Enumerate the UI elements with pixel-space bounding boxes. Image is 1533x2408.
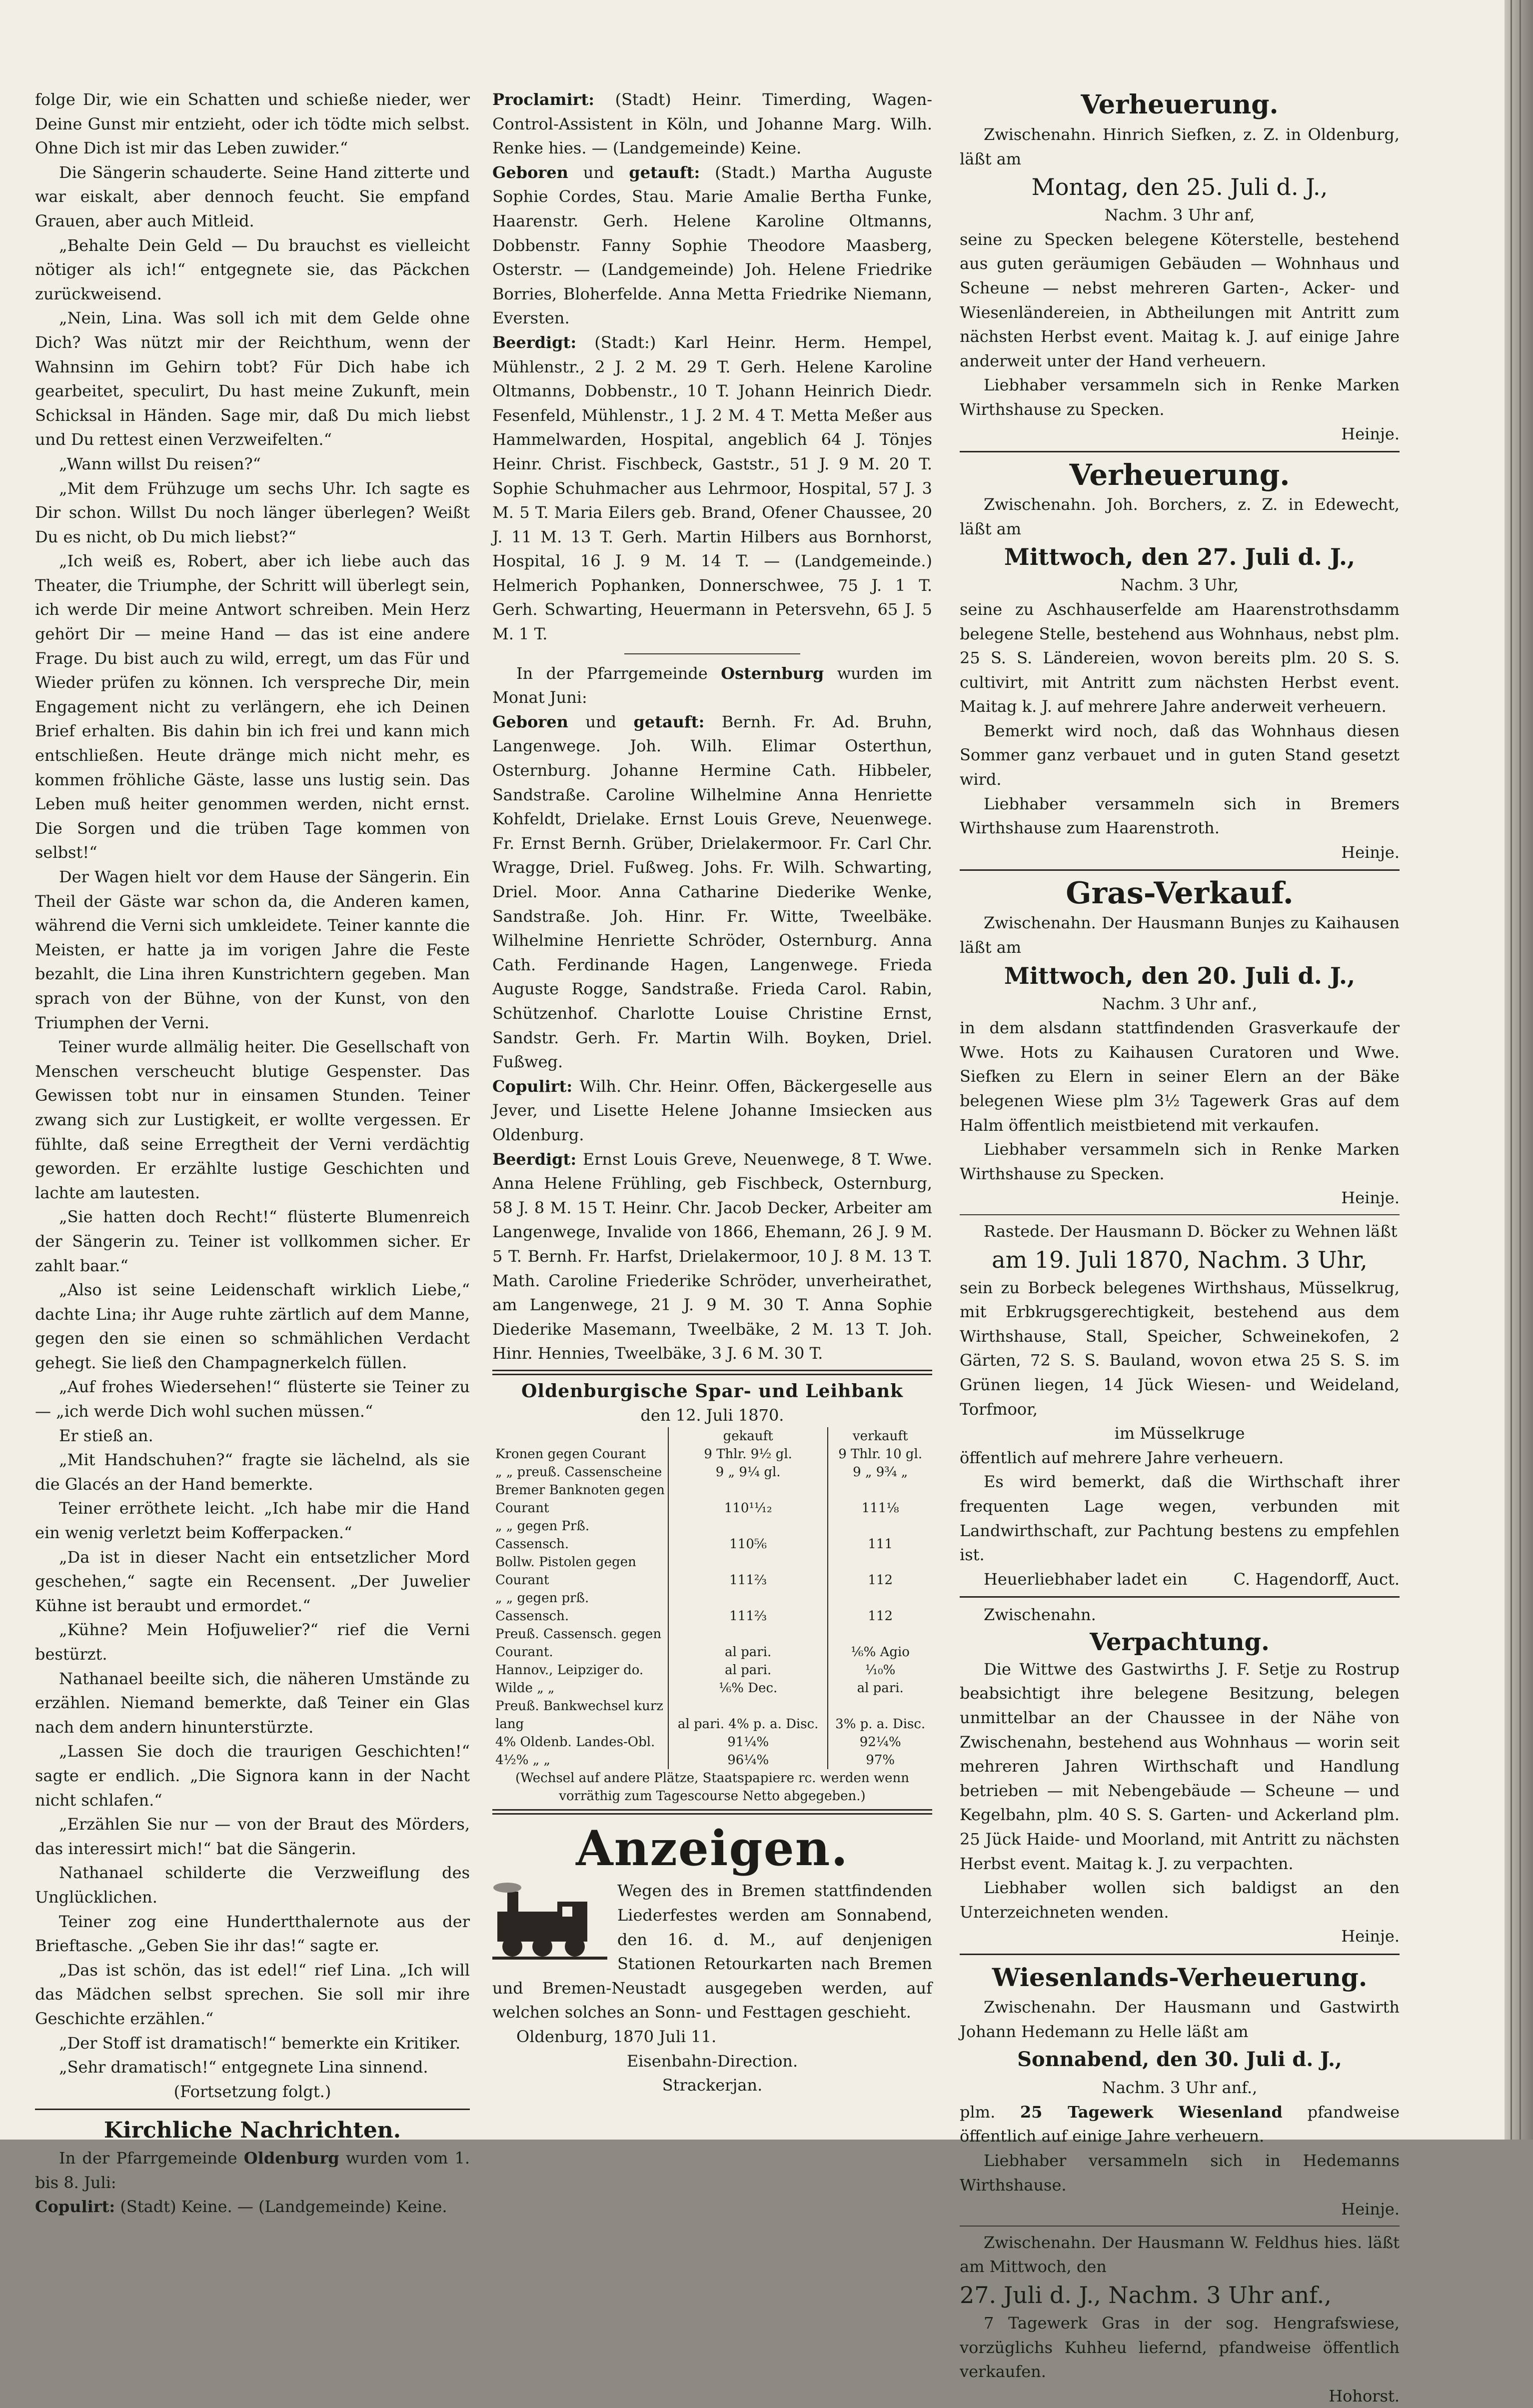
story-paragraph: „Erzählen Sie nur — von der Braut des Mörders, das interessirt mich!“ bat die Sängerin. <box>35 1815 470 1858</box>
rate-value: 3% p. a. Disc. <box>828 1697 932 1733</box>
divider <box>624 653 800 654</box>
bank-title: Oldenburgische Spar- und Leihbank <box>521 1380 903 1402</box>
rate-value: al pari. <box>668 1625 828 1661</box>
rate-label: Preuß. Bankwechsel kurz lang <box>495 1699 663 1732</box>
ad-heading: Verpachtung. <box>1090 1628 1270 1656</box>
story-paragraph: Nathanael beeilte sich, die näheren Umstände zu erzählen. Niemand bemerkte, daß Teiner ein Glas nach dem andern hinunterstürzte. <box>35 1669 470 1737</box>
story-paragraph: Er stieß an. <box>59 1426 153 1445</box>
ad-signature: Heinje. <box>1341 842 1400 862</box>
ad-date: Mittwoch, den 20. Juli d. J., <box>1004 962 1356 989</box>
anzeigen-heading: Anzeigen. <box>576 1820 849 1877</box>
osternburg-intro: In der Pfarrgemeinde Osternburg wurden im Monat Juni: <box>492 663 933 707</box>
continuation-note: (Fortsetzung folgt.) <box>173 2082 331 2101</box>
rate-value: al pari. <box>668 1661 828 1679</box>
table-row <box>492 1463 932 1481</box>
table-row <box>492 1625 932 1661</box>
ad-signature: Heinje. <box>1341 1188 1400 1208</box>
story-paragraph: „Da ist in dieser Nacht ein entsetzlicher Mord geschehen,“ sagte ein Recensent. „Der Juwelier Kühne ist beraubt und ermordet.“ <box>35 1547 470 1615</box>
locomotive-icon <box>492 1882 607 1962</box>
ad-text: 7 Tagewerk Gras in der sog. Hengrafswiese, vorzüglichs Kuhheu liefernd, pfandweise öffentlich verkaufen. <box>960 2313 1400 2382</box>
rate-value: 111 <box>828 1517 932 1553</box>
beerdigt-entry: Beerdigt: (Stadt:) Karl Heinr. Herm. Hempel, Mühlenstr., 2 J. 2 M. 29 T. Gerh. Helene Karoline Oltmanns, Dobbenstr., 10 T. Johann Heinrich Diedr. Fesenfeld, Mühlenstr., 1 J. 2 M. 4 T. Metta Meßer aus Hammelwarden, Hospital, angeblich 64 J. Tönjes Heinr. Christ. Fischbeck, Gaststr., 51 J. 9 M. 20 T. Sophie Schuhmacher aus Lehrmoor, Hospital, 57 J. 3 M. 5 T. Maria Eilers geb. Brand, Ofener Chaussee, 20 J. 11 M. 13 T. Gerh. Martin Hilbers aus Bornhorst, Hospital, 16 J. 9 M. 14 T. — (Landgemeinde.) Helmerich Pophanken, Donnerschwee, 75 J. 1 T. Gerh. Schwarting, Heuermann in Petersvehn, 65 J. 5 M. 1 T. <box>492 332 932 644</box>
table-row <box>492 1751 932 1769</box>
table-row <box>492 1661 932 1679</box>
rate-label: 4½% „ „ <box>495 1753 550 1768</box>
divider <box>492 1809 932 1815</box>
table-row <box>492 1445 932 1463</box>
table-row <box>492 1553 932 1589</box>
church-copulirt: Copulirt: (Stadt) Keine. — (Landgemeinde) Keine. <box>35 2197 447 2217</box>
ad-date: am 19. Juli 1870, Nachm. 3 Uhr, <box>992 1246 1368 1273</box>
rate-value: 111⅔ <box>668 1553 828 1589</box>
ad-text: Zwischenahn. Joh. Borchers, z. Z. in Edewecht, läßt am <box>960 495 1400 538</box>
rate-value: al pari. 4% p. a. Disc. <box>668 1697 828 1733</box>
ad-text: Zwischenahn. Der Hausmann und Gastwirth Johann Hedemann zu Helle läßt am <box>960 1998 1400 2041</box>
church-intro: In der Pfarrgemeinde Oldenburg wurden vom 1. bis 8. Juli: <box>35 2149 470 2192</box>
ad-text: Liebhaber versammeln sich in Renke Marken Wirthshause zu Specken. <box>960 1140 1400 1183</box>
rate-value: 112 <box>828 1589 932 1625</box>
rate-value: 110¹¹⁄₁₂ <box>668 1481 828 1517</box>
divider <box>960 451 1400 452</box>
story-paragraph: „Ich weiß es, Robert, aber ich liebe auch das Theater, die Triumphe, der Schritt will überlegt sein, ich werde Dir meine Antwort schreiben. Mein Herz gehört Dir — meine Hand — das ist eine andere Frage. Du bist auch zu wild, erregt, um das Für und Wieder prüfen zu können. Ich verspreche Dir, mein Engagement nicht zu verlängern, ehe ich Deinen Brief erhalten. Bis dahin bin ich frei und kann mich entschließen. Heute dränge mich nicht mehr, es kommen fröhliche Gäste, lasse uns lustig sein. Das Leben muß heiter genommen werden, nicht ernst. Die Sorgen und die trüben Tage kommen von selbst!“ <box>35 551 470 862</box>
ad-time: Nachm. 3 Uhr anf., <box>1102 994 1258 1013</box>
table-row <box>492 1481 932 1517</box>
divider <box>35 2109 470 2110</box>
story-paragraph: Teiner wurde allmälig heiter. Die Gesellschaft von Menschen verscheucht blutige Gespenster. Das Gewissen tobt nur in einsamen Stunden. Teiner zwang sich zur Lustigkeit, er wollte vergessen. Er fühlte, daß seine Erregtheit der Verni verdächtig geworden. Er erzählte lustige Geschichten und lachte am lautesten. <box>35 1037 470 1202</box>
column-right <box>960 87 1400 2408</box>
story-paragraph: „Auf frohes Wiedersehen!“ flüsterte sie Teiner zu — „ich werde Dich wohl suchen müssen.“ <box>35 1377 470 1421</box>
story-paragraph: „Das ist schön, das ist edel!“ rief Lina. „Ich will das Mädchen selbst sprechen. Sie soll mir ihre Geschichte erzählen.“ <box>35 1960 470 2028</box>
table-row <box>492 1589 932 1625</box>
ad-text: Zwischenahn. Der Hausmann Bunjes zu Kaihausen läßt am <box>960 913 1400 957</box>
ad-text: öffentlich auf mehrere Jahre verheuern. <box>960 1448 1284 1467</box>
ad-text: Liebhaber wollen sich baldigst an den Unterzeichneten wenden. <box>960 1878 1400 1922</box>
ad-heading: Gras-Verkauf. <box>1066 876 1294 911</box>
railway-notice-text: Wegen des in Bremen stattfindenden Liederfestes werden am Sonnabend, den 16. d. M., auf denjenigen Stationen Retourkarten nach Bremen und Bremen-Neustadt ausgegeben werden, auf welchen solches an Sonn- und Festtagen geschieht. <box>492 1881 932 2022</box>
ad-text: Die Wittwe des Gastwirths J. F. Setje zu Rostrup beabsichtigt ihre belegene Besitzung, belegen unmittelbar an der Chaussee in der Nähe von Zwischenahn, bestehend aus Wohnhaus — worin seit mehreren Jahren Wirthschaft und Handlung betrieben — mit Nebengebäude — Scheune — und Kegelbahn, plm. 40 S. S. Garten- und Ackerland plm. 25 Jück Haide- und Moorland, mit Antritt zu nächsten Herbst event. Maitag k. J. zu verpachten. <box>960 1659 1400 1873</box>
ad-date: Sonnabend, den 30. Juli d. J., <box>1017 2048 1342 2072</box>
railway-notice-sig: Eisenbahn-Direction. <box>626 2051 798 2071</box>
divider <box>960 869 1400 871</box>
rate-value: 111⅛ <box>828 1481 932 1517</box>
table-row <box>492 1697 932 1733</box>
bank-rates-table <box>492 1427 932 1769</box>
rate-label: 4% Oldenb. Landes-Obl. <box>495 1735 655 1750</box>
rate-value: ¹⁄₆% Agio <box>828 1625 932 1661</box>
ad-text: seine zu Aschhauserfelde am Haarenstrothsdamm belegene Stelle, bestehend aus Wohnhaus, nebst plm. 25 S. S. Ländereien, wovon bereits plm. 20 S. S. cultivirt, mit Antritt zum nächsten Herbst event. Maitag k. J. auf mehrere Jahre anderweit verheuern. <box>960 599 1400 716</box>
story-paragraph: „Kühne? Mein Hofjuwelier?“ rief die Verni bestürzt. <box>35 1620 470 1664</box>
story-paragraph: Die Sängerin schauderte. Seine Hand zitterte und war eiskalt, aber dennoch feucht. Sie empfand Grauen, aber auch Mitleid. <box>35 162 470 230</box>
rate-label: Hannov., Leipziger do. <box>495 1663 644 1678</box>
ad-heading: Wiesenlands-Verheuerung. <box>992 1963 1368 1992</box>
rate-label: Kronen gegen Courant <box>495 1447 646 1462</box>
railway-notice-date: Oldenburg, 1870 Juli 11. <box>516 2027 717 2047</box>
table-header-row: gekauft verkauft <box>492 1427 932 1445</box>
osternburg-copulirt: Copulirt: Wilh. Chr. Heinr. Offen, Bäckergeselle aus Jever, und Lisette Helene Johanne Imsiecken aus Oldenburg. <box>492 1076 933 1144</box>
table-row <box>492 1517 932 1553</box>
ad-text: Zwischenahn. Hinrich Siefken, z. Z. in Oldenburg, läßt am <box>960 125 1400 168</box>
ad-text: Liebhaber versammeln sich in Bremers Wirthshause zum Haarenstroth. <box>960 794 1400 838</box>
ad-time: Nachm. 3 Uhr anf, <box>1104 205 1255 225</box>
ad-heading: Verheuerung. <box>1069 458 1290 492</box>
rate-value: 97% <box>828 1751 932 1769</box>
rate-label: „ „ gegen prß. Cassensch. <box>495 1591 589 1624</box>
rate-value: al pari. <box>828 1679 932 1697</box>
divider <box>960 1954 1400 1955</box>
ad-date: 27. Juli d. J., Nachm. 3 Uhr anf., <box>960 2281 1332 2309</box>
story-paragraph: „Behalte Dein Geld — Du brauchst es vielleicht nötiger als ich!“ entgegnete sie, das Päckchen zurückweisend. <box>35 235 470 303</box>
geboren-entry: Geboren und getauft: (Stadt.) Martha Auguste Sophie Cordes, Stau. Marie Amalie Bertha Funke, Haarenstr. Gerh. Helene Karoline Oltmanns, Dobbenstr. Fanny Sophie Theodore Maasberg, Osterstr. — (Landgemeinde) Joh. Helene Friedrike Borries, Bloherfelde. Anna Metta Friedrike Niemann, Eversten. <box>492 162 933 328</box>
ad-signature: Hohorst. <box>1329 2386 1400 2406</box>
divider <box>960 1214 1400 1215</box>
rate-label: „ „ preuß. Cassenscheine <box>495 1465 662 1480</box>
rate-value: 9 Thlr. 10 gl. <box>828 1445 932 1463</box>
rate-label: Bremer Banknoten gegen Courant <box>495 1483 665 1516</box>
church-news-heading: Kirchliche Nachrichten. <box>103 2118 401 2144</box>
osternburg-geboren: Geboren und getauft: Bernh. Fr. Ad. Bruhn, Langenwege. Joh. Wilh. Elimar Osterthun, Osternburg. Johanne Hermine Cath. Hibbeler, Sandstraße. Caroline Wilhelmine Anna Henriette Kohfeldt, Drielake. Ernst Louis Greve, Neuenwege. Fr. Ernst Bernh. Grüber, Drielakermoor. Fr. Carl Chr. Wragge, Driel. Fußweg. Johs. Fr. Wilh. Schwarting, Driel. Moor. Anna Catharine Diederike Wenke, Sandstraße. Joh. Hinr. Fr. Witte, Tweelbäke. Wilhelmine Henriette Schröder, Osternburg. Anna Cath. Ferdinande Hagen, Langenwege. Frieda Auguste Rogge, Sandstraße. Frieda Carol. Rabin, Schützenhof. Charlotte Louise Christine Ernst, Sandstr. Gerh. Fr. Martin Wilh. Boyken, Driel. Fußweg. <box>492 712 933 1072</box>
ad-place: im Müsselkruge <box>1114 1424 1245 1443</box>
ad-signature: Heinje. <box>1341 2200 1400 2219</box>
ad-text: seine zu Specken belegene Köterstelle, bestehend aus guten geräumigen Gebäuden — Wohnhaus und Scheune — nebst mehreren Garten-, Acker- und Wiesenländereien, in Abtheilungen mit Antritt zum nächsten Herbst event. Maitag k. J. auf einige Jahre anderweit unter der Hand verheuern. <box>960 229 1400 370</box>
railway-notice-sig: Strackerjan. <box>662 2076 763 2095</box>
story-paragraph: „Nein, Lina. Was soll ich mit dem Gelde ohne Dich? Was nützt mir der Reichthum, wenn der Wahnsinn im Gehirn tobt? Für Dich habe ich gearbeitet, speculirt, Du hast meine Zukunft, mein Schicksal in Händen. Sage mir, daß Du mich liebst und Du rettest einen Verzweifelten.“ <box>35 308 470 449</box>
table-row <box>492 1679 932 1697</box>
rate-value: 110⅚ <box>668 1517 828 1553</box>
ad-text: sein zu Borbeck belegenes Wirthshaus, Müsselkrug, mit Erbkrugsgerechtigkeit, bestehend aus dem Wirthshause, Stall, Speicher, Schweinekofen, 2 Gärten, 72 S. S. Bauland, wovon etwa 25 S. S. im Grünen liegen, 14 Jück Wiesen- und Weideland, Torfmoor, <box>960 1278 1400 1419</box>
bank-date: den 12. Juli 1870. <box>640 1405 784 1425</box>
rate-label: Preuß. Cassensch. gegen Courant. <box>495 1627 662 1660</box>
rate-value: 91¼% <box>668 1733 828 1751</box>
ad-text: Bemerkt wird noch, daß das Wohnhaus diesen Sommer ganz verbauet und in guten Stand gesetzt wird. <box>960 721 1400 789</box>
ad-text: Rastede. Der Hausmann D. Böcker zu Wehnen läßt <box>984 1221 1398 1241</box>
column-middle <box>492 87 932 2098</box>
column-left <box>35 87 470 2219</box>
ad-text: Zwischenahn. Der Hausmann W. Feldhus hies. läßt am Mittwoch, den <box>960 2233 1400 2277</box>
divider <box>960 2226 1400 2227</box>
proclamirt-entry: Proclamirt: (Stadt) Heinr. Timerding, Wagen-Control-Assistent in Köln, und Johanne Marg. Wilh. Renke hies. — (Landgemeinde) Keine. <box>492 90 933 158</box>
rate-value: 96¼% <box>668 1751 828 1769</box>
ad-date: Montag, den 25. Juli d. J., <box>1031 173 1328 201</box>
divider <box>960 1596 1400 1598</box>
ad-text: plm. 25 Tagewerk Wiesenland pfandweise öffentlich auf einige Jahre verheuern. <box>960 2102 1400 2146</box>
story-paragraph: Der Wagen hielt vor dem Hause der Sängerin. Ein Theil der Gäste war schon da, die Anderen kamen, während die Verni sich umkleidete. Teiner kannte die Meisten, er hatte ja im vorigen Jahre die Feste bezahlt, die Lina ihren Kunstrichtern gegeben. Man sprach von der Bühne, von der Kunst, von den Triumphen der Verni. <box>35 867 470 1032</box>
page-edge-line <box>1520 0 1521 2140</box>
story-paragraph: „Sehr dramatisch!“ entgegnete Lina sinnend. <box>59 2058 428 2077</box>
ad-text: Zwischenahn. <box>984 1605 1096 1625</box>
rate-value: 92¼% <box>828 1733 932 1751</box>
railway-notice <box>492 1879 932 2097</box>
bank-note: (Wechsel auf andere Plätze, Staatspapiere rc. werden wenn vorräthig zum Tagescourse Netto abgegeben.) <box>515 1771 909 1804</box>
story-paragraph: „Der Stoff ist dramatisch!“ bemerkte ein Kritiker. <box>59 2033 461 2053</box>
ad-text: Liebhaber versammeln sich in Hedemanns Wirthshause. <box>960 2151 1400 2195</box>
rate-value: 111⅔ <box>668 1589 828 1625</box>
story-paragraph: Teiner zog eine Hundertthalernote aus der Brieftasche. „Geben Sie ihr das!“ sagte er. <box>35 1912 470 1956</box>
ad-time: Nachm. 3 Uhr, <box>1120 575 1239 595</box>
rate-value: 9 „ 9¼ gl. <box>668 1463 828 1481</box>
ad-time: Nachm. 3 Uhr anf., <box>1102 2078 1258 2098</box>
rate-value: ¹⁄₆% Dec. <box>668 1679 828 1697</box>
ad-text: in dem alsdann stattfindenden Grasverkaufe der Wwe. Hots zu Kaihausen Curatoren und Wwe. Siefken zu Elern in seiner Elern an der Bäke belegenen Wiese plm 3½ Tagewerk Gras auf dem Halm öffentlich meistbietend mit verkaufen. <box>960 1018 1400 1135</box>
osternburg-beerdigt: Beerdigt: Ernst Louis Greve, Neuenwege, 8 T. Wwe. Anna Helene Frühling, geb Fischbeck, Osternburg, 58 J. 8 M. 15 T. Heinr. Chr. Jacob Decker, Arbeiter am Langenwege, Invalide von 1866, Ehemann, 26 J. 9 M. 5 T. Bernh. Fr. Harfst, Drielakermoor, 10 J. 8 M. 13 T. Math. Caroline Friederike Schröder, unverheirathet, am Langenwege, 21 J. 9 M. 30 T. Anna Sophie Diederike Masemann, Tweelbäke, 2 M. 13 T. Joh. Hinr. Hennies, Tweelbäke, 3 J. 6 M. 30 T. <box>492 1149 933 1363</box>
rate-label: Wilde „ „ <box>495 1681 555 1696</box>
story-paragraph: „Mit dem Frühzuge um sechs Uhr. Ich sagte es Dir schon. Willst Du noch länger überlegen? Weißt Du es nicht, ob Du mich liebst?“ <box>35 478 470 546</box>
story-paragraph: „Also ist seine Leidenschaft wirklich Liebe,“ dachte Lina; ihr Auge ruhte zärtlich auf dem Manne, gegen den sie einen so schmählichen Verdacht gehegt. Sie ließ den Champagnerkelch füllen. <box>35 1280 470 1372</box>
story-paragraph: Nathanael schilderte die Verzweiflung des Unglücklichen. <box>35 1863 470 1907</box>
ad-date: Mittwoch, den 27. Juli d. J., <box>1004 543 1356 571</box>
story-paragraph: folge Dir, wie ein Schatten und schieße nieder, wer Deine Gunst mir entzieht, oder ich tödte mich selbst. Ohne Dich ist mir das Leben zuwider.“ <box>35 90 470 158</box>
page-edge-line <box>1511 0 1512 2140</box>
rate-value: 112 <box>828 1553 932 1589</box>
rate-label: Bollw. Pistolen gegen Courant <box>495 1555 636 1588</box>
story-paragraph: „Wann willst Du reisen?“ <box>59 454 261 473</box>
divider <box>492 1370 932 1375</box>
ad-signature: Heinje. <box>1341 1927 1400 1946</box>
ad-text: Liebhaber versammeln sich in Renke Marken Wirthshause zu Specken. <box>960 375 1400 419</box>
ad-signature-row: Heuerliebhaber ladet ein C. Hagendorff, Auct. <box>984 1569 1400 1589</box>
rate-value: ¹⁄₁₀% <box>828 1661 932 1679</box>
story-paragraph: „Sie hatten doch Recht!“ flüsterte Blumenreich der Sängerin zu. Teiner ist vollkommen sicher. Er zahlt baar.“ <box>35 1207 470 1275</box>
rate-value: 9 Thlr. 9½ gl. <box>668 1445 828 1463</box>
page-edge <box>1505 0 1533 2140</box>
rate-value: 9 „ 9¾ „ <box>828 1463 932 1481</box>
ad-signature: Heinje. <box>1341 424 1400 443</box>
rate-label: „ „ gegen Prß. Cassensch. <box>495 1519 590 1552</box>
story-paragraph: Teiner erröthete leicht. „Ich habe mir die Hand ein wenig verletzt beim Kofferpacken.“ <box>35 1499 470 1543</box>
bank-rates-table-block <box>492 1379 932 1806</box>
ad-text: Es wird bemerkt, daß die Wirthschaft ihrer frequenten Lage wegen, verbunden mit Landwirthschaft, zur Pachtung bestens zu empfehlen ist. <box>960 1472 1400 1565</box>
ad-heading: Verheuerung. <box>1081 89 1279 120</box>
story-paragraph: „Lassen Sie doch die traurigen Geschichten!“ sagte er endlich. „Die Signora kann in der Nacht nicht schlafen.“ <box>35 1742 470 1810</box>
table-row <box>492 1733 932 1751</box>
story-paragraph: „Mit Handschuhen?“ fragte sie lächelnd, als sie die Glacés an der Hand bemerkte. <box>35 1450 470 1494</box>
